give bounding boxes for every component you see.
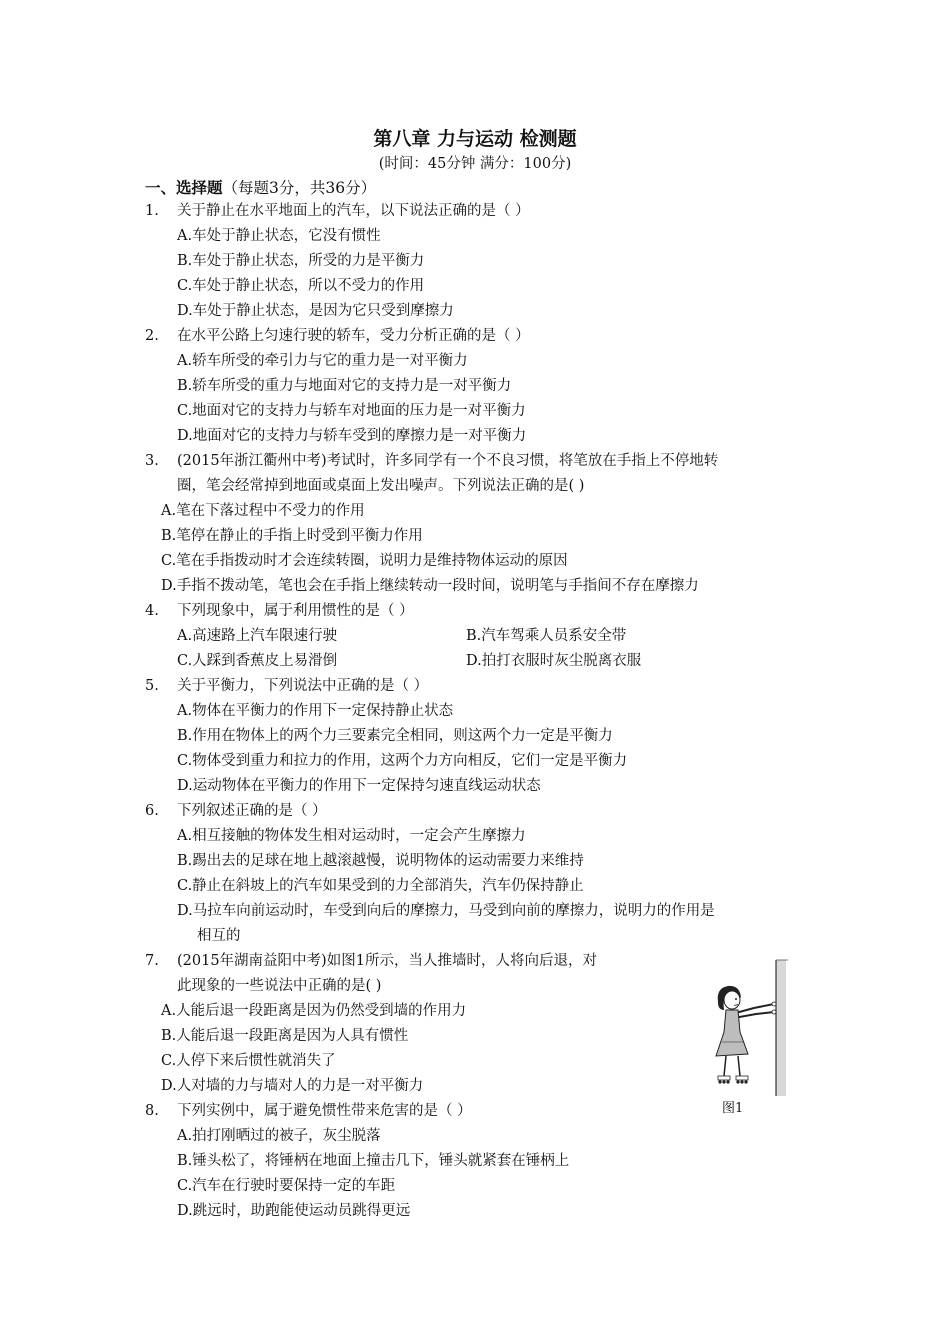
question-number: 3. (145, 453, 159, 469)
option-a: A.高速路上汽车限速行驶 (177, 628, 338, 644)
figure-caption: 图1 (722, 1101, 744, 1116)
option-b: B.人能后退一段距离是因为人具有惯性 (161, 1028, 409, 1044)
option-c: C.物体受到重力和拉力的作用，这两个力方向相反，它们一定是平衡力 (177, 753, 628, 769)
wall (776, 960, 786, 1096)
section-heading (145, 176, 376, 198)
question-4 (145, 599, 815, 674)
question-number: 4. (145, 603, 159, 619)
option-c: C.静止在斜坡上的汽车如果受到的力全部消失，汽车仍保持静止 (177, 878, 584, 894)
option-d: D.马拉车向前运动时，车受到向后的摩擦力，马受到向前的摩擦力，说明力的作用是 (177, 903, 715, 919)
exam-info: (时间：45分钟 满分：100分) (378, 156, 572, 172)
option-b: B.车处于静止状态，所受的力是平衡力 (177, 253, 425, 269)
option-a: A.物体在平衡力的作用下一定保持静止状态 (177, 703, 454, 719)
option-d: D.运动物体在平衡力的作用下一定保持匀速直线运动状态 (177, 778, 541, 794)
option-b: B.锤头松了，将锤柄在地面上撞击几下，锤头就紧套在锤柄上 (177, 1153, 570, 1169)
option-d: D.车处于静止状态，是因为它只受到摩擦力 (177, 303, 454, 319)
question-stem: 关于静止在水平地面上的汽车，以下说法正确的是（ ） (177, 203, 530, 219)
option-d: D.跳远时，助跑能使运动员跳得更远 (177, 1203, 411, 1219)
question-stem: (2015年浙江衢州中考)考试时，许多同学有一个不良习惯，将笔放在手指上不停地转 (177, 453, 719, 469)
option-c: C.笔在手指拨动时才会连续转圈，说明力是维持物体运动的原因 (161, 553, 568, 569)
question-number: 6. (145, 803, 159, 819)
question-stem-continued: 圈，笔会经常掉到地面或桌面上发出噪声。下列说法正确的是( ) (177, 478, 585, 494)
question-5 (145, 674, 815, 799)
option-d-continued: 相互的 (197, 928, 241, 944)
page-title: 第八章 力与运动 检测题 (373, 128, 577, 150)
question-stem: 下列现象中，属于利用惯性的是（ ） (177, 603, 414, 619)
option-d: D.人对墙的力与墙对人的力是一对平衡力 (161, 1078, 424, 1094)
option-a: A.人能后退一段距离是因为仍然受到墙的作用力 (161, 1003, 467, 1019)
question-number: 5. (145, 678, 159, 694)
option-a: A.车处于静止状态，它没有惯性 (177, 228, 381, 244)
figure-girl-pushing-wall (708, 958, 790, 1098)
option-b: B.笔停在静止的手指上时受到平衡力作用 (161, 528, 423, 544)
question-stem: 关于平衡力，下列说法中正确的是（ ） (177, 678, 429, 694)
question-number: 2. (145, 328, 159, 344)
option-b: B.轿车所受的重力与地面对它的支持力是一对平衡力 (177, 378, 512, 394)
question-stem: 在水平公路上匀速行驶的轿车，受力分析正确的是（ ） (177, 328, 530, 344)
option-d: D.地面对它的支持力与轿车受到的摩擦力是一对平衡力 (177, 428, 527, 444)
option-a: A.拍打刚晒过的被子，灰尘脱落 (177, 1128, 381, 1144)
question-8 (145, 1099, 815, 1224)
question-stem-continued: 此现象的一些说法中正确的是( ) (177, 978, 382, 994)
option-b: B.汽车驾乘人员系安全带 (466, 628, 627, 644)
question-3 (145, 449, 815, 599)
option-d: D.手指不拨动笔，笔也会在手指上继续转动一段时间，说明笔与手指间不存在摩擦力 (161, 578, 699, 594)
question-number: 8. (145, 1103, 159, 1119)
option-b: B.踢出去的足球在地上越滚越慢，说明物体的运动需要力来维持 (177, 853, 584, 869)
option-c: C.人踩到香蕉皮上易滑倒 (177, 653, 338, 669)
option-c: C.人停下来后惯性就消失了 (161, 1053, 336, 1069)
question-6 (145, 799, 815, 949)
option-c: C.汽车在行驶时要保持一定的车距 (177, 1178, 396, 1194)
question-stem: 下列实例中，属于避免惯性带来危害的是（ ） (177, 1103, 472, 1119)
option-a: A.笔在下落过程中不受力的作用 (161, 503, 365, 519)
question-stem: 下列叙述正确的是（ ） (177, 803, 327, 819)
question-number: 7. (145, 953, 159, 969)
option-a: A.轿车所受的牵引力与它的重力是一对平衡力 (177, 353, 468, 369)
question-stem: (2015年湖南益阳中考)如图1所示，当人推墙时，人将向后退，对 (177, 953, 597, 969)
option-a: A.相互接触的物体发生相对运动时，一定会产生摩擦力 (177, 828, 526, 844)
section-note: （每题3分，共36分） (222, 179, 377, 197)
question-1 (145, 199, 815, 324)
option-b: B.作用在物体上的两个力三要素完全相同，则这两个力一定是平衡力 (177, 728, 613, 744)
option-c: C.地面对它的支持力与轿车对地面的压力是一对平衡力 (177, 403, 526, 419)
section-title: 一、选择题 (145, 179, 223, 197)
question-2 (145, 324, 815, 449)
option-c: C.车处于静止状态，所以不受力的作用 (177, 278, 425, 294)
question-number: 1. (145, 203, 159, 219)
option-d: D.拍打衣服时灰尘脱离衣服 (466, 653, 642, 669)
